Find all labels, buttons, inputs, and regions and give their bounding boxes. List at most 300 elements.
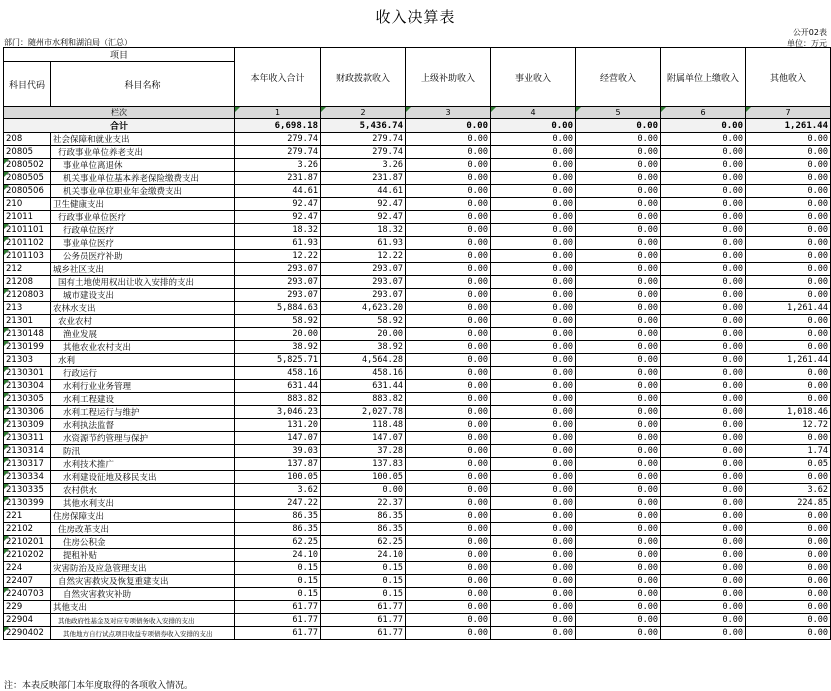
amount-cell: 0.00 <box>746 237 831 250</box>
amount-cell: 0.00 <box>576 276 661 289</box>
amount-cell: 0.00 <box>576 445 661 458</box>
unit-label: 单位：万元 <box>787 39 827 48</box>
department-label: 部门：随州市水利和湖泊局（汇总） <box>4 38 132 47</box>
amount-cell: 24.10 <box>235 549 321 562</box>
amount-cell: 0.00 <box>746 562 831 575</box>
seq-number: 6 <box>661 107 746 119</box>
table-row <box>4 211 831 224</box>
amount-cell: 0.00 <box>576 211 661 224</box>
amount-cell: 3.26 <box>321 159 406 172</box>
amount-cell: 0.00 <box>661 601 746 614</box>
amount-cell: 0.00 <box>576 458 661 471</box>
amount-cell: 0.00 <box>661 588 746 601</box>
amount-cell: 61.77 <box>235 627 321 640</box>
income-table <box>3 47 831 640</box>
amount-cell: 0.00 <box>491 276 576 289</box>
amount-cell: 0.00 <box>321 484 406 497</box>
subject-name: 水利技术推广 <box>51 458 235 471</box>
amount-cell: 0.00 <box>406 172 491 185</box>
amount-cell: 247.22 <box>235 497 321 510</box>
amount-cell: 0.00 <box>406 536 491 549</box>
table-row <box>4 250 831 263</box>
total-value: 0.00 <box>576 119 661 133</box>
amount-cell: 22.37 <box>321 497 406 510</box>
amount-cell: 0.00 <box>491 510 576 523</box>
amount-cell: 0.00 <box>661 536 746 549</box>
amount-cell: 92.47 <box>321 211 406 224</box>
amount-cell: 0.15 <box>235 562 321 575</box>
footnote: 注：本表反映部门本年度取得的各项收入情况。 <box>4 681 194 691</box>
amount-cell: 0.00 <box>491 393 576 406</box>
table-row <box>4 380 831 393</box>
amount-cell: 0.00 <box>491 198 576 211</box>
amount-cell: 0.00 <box>406 614 491 627</box>
amount-cell: 0.00 <box>746 627 831 640</box>
amount-cell: 0.00 <box>576 510 661 523</box>
subject-name: 农村供水 <box>51 484 235 497</box>
amount-cell: 0.00 <box>576 601 661 614</box>
amount-cell: 0.00 <box>491 562 576 575</box>
amount-cell: 631.44 <box>235 380 321 393</box>
amount-cell: 0.00 <box>406 146 491 159</box>
total-value: 0.00 <box>406 119 491 133</box>
amount-cell: 0.00 <box>661 302 746 315</box>
amount-cell: 0.00 <box>406 575 491 588</box>
amount-cell: 0.00 <box>406 302 491 315</box>
subject-code: 2130309 <box>4 419 51 432</box>
subject-name: 事业单位医疗 <box>51 237 235 250</box>
table-row <box>4 133 831 146</box>
total-value: 0.00 <box>661 119 746 133</box>
subject-code: 2130314 <box>4 445 51 458</box>
amount-cell: 0.00 <box>406 588 491 601</box>
col-header-fiscal: 财政拨款收入 <box>321 48 406 107</box>
total-label: 合计 <box>4 119 235 133</box>
amount-cell: 0.00 <box>491 575 576 588</box>
amount-cell: 0.00 <box>661 341 746 354</box>
amount-cell: 0.00 <box>576 562 661 575</box>
amount-cell: 0.00 <box>746 185 831 198</box>
amount-cell: 0.00 <box>406 601 491 614</box>
subject-code: 2130301 <box>4 367 51 380</box>
amount-cell: 0.00 <box>406 484 491 497</box>
amount-cell: 3.26 <box>235 159 321 172</box>
amount-cell: 0.00 <box>406 224 491 237</box>
amount-cell: 0.00 <box>491 588 576 601</box>
amount-cell: 0.00 <box>746 367 831 380</box>
amount-cell: 0.00 <box>576 419 661 432</box>
amount-cell: 0.00 <box>576 354 661 367</box>
amount-cell: 12.22 <box>321 250 406 263</box>
amount-cell: 0.00 <box>746 341 831 354</box>
amount-cell: 0.00 <box>576 523 661 536</box>
amount-cell: 0.00 <box>491 601 576 614</box>
subject-name: 住房改革支出 <box>51 523 235 536</box>
subject-name: 农业农村 <box>51 315 235 328</box>
subject-code: 210 <box>4 198 51 211</box>
table-row <box>4 575 831 588</box>
amount-cell: 61.77 <box>235 601 321 614</box>
col-header-business: 事业收入 <box>491 48 576 107</box>
amount-cell: 0.00 <box>406 263 491 276</box>
amount-cell: 1,261.44 <box>746 354 831 367</box>
form-number: 公开02表 <box>792 28 827 37</box>
amount-cell: 0.00 <box>491 354 576 367</box>
subject-code: 21301 <box>4 315 51 328</box>
amount-cell: 37.28 <box>321 445 406 458</box>
amount-cell: 3.62 <box>235 484 321 497</box>
amount-cell: 631.44 <box>321 380 406 393</box>
col-header-affiliated: 附属单位上缴收入 <box>661 48 746 107</box>
amount-cell: 18.32 <box>321 224 406 237</box>
table-row <box>4 445 831 458</box>
subject-code: 229 <box>4 601 51 614</box>
subject-code: 2080506 <box>4 185 51 198</box>
amount-cell: 0.00 <box>576 224 661 237</box>
amount-cell: 20.00 <box>321 328 406 341</box>
amount-cell: 0.00 <box>746 328 831 341</box>
amount-cell: 0.00 <box>406 497 491 510</box>
amount-cell: 0.00 <box>406 198 491 211</box>
subject-code: 2080505 <box>4 172 51 185</box>
amount-cell: 61.93 <box>321 237 406 250</box>
amount-cell: 0.00 <box>491 614 576 627</box>
table-row <box>4 432 831 445</box>
amount-cell: 0.00 <box>491 367 576 380</box>
amount-cell: 0.00 <box>746 432 831 445</box>
subject-code: 21011 <box>4 211 51 224</box>
amount-cell: 0.00 <box>406 549 491 562</box>
subject-name: 其他支出 <box>51 601 235 614</box>
subject-name: 行政事业单位养老支出 <box>51 146 235 159</box>
subject-code: 2130199 <box>4 341 51 354</box>
amount-cell: 0.15 <box>321 588 406 601</box>
table-row <box>4 302 831 315</box>
subject-name: 水利建设征地及移民支出 <box>51 471 235 484</box>
amount-cell: 39.03 <box>235 445 321 458</box>
amount-cell: 0.00 <box>491 315 576 328</box>
seq-number: 4 <box>491 107 576 119</box>
amount-cell: 0.00 <box>746 263 831 276</box>
amount-cell: 38.92 <box>235 341 321 354</box>
amount-cell: 0.00 <box>576 328 661 341</box>
amount-cell: 100.05 <box>235 471 321 484</box>
amount-cell: 0.00 <box>491 302 576 315</box>
amount-cell: 293.07 <box>321 263 406 276</box>
table-row <box>4 458 831 471</box>
amount-cell: 0.00 <box>576 315 661 328</box>
amount-cell: 883.82 <box>321 393 406 406</box>
subject-code: 2290402 <box>4 627 51 640</box>
amount-cell: 0.00 <box>491 627 576 640</box>
amount-cell: 231.87 <box>235 172 321 185</box>
amount-cell: 0.00 <box>406 211 491 224</box>
amount-cell: 4,564.28 <box>321 354 406 367</box>
amount-cell: 0.15 <box>321 575 406 588</box>
amount-cell: 279.74 <box>235 146 321 159</box>
table-row <box>4 185 831 198</box>
amount-cell: 0.00 <box>406 406 491 419</box>
amount-cell: 0.00 <box>406 341 491 354</box>
amount-cell: 0.00 <box>406 133 491 146</box>
amount-cell: 0.00 <box>406 289 491 302</box>
amount-cell: 0.00 <box>491 536 576 549</box>
amount-cell: 0.00 <box>661 471 746 484</box>
subject-code: 2101102 <box>4 237 51 250</box>
amount-cell: 293.07 <box>235 263 321 276</box>
amount-cell: 61.77 <box>321 627 406 640</box>
amount-cell: 0.00 <box>491 458 576 471</box>
amount-cell: 0.00 <box>491 211 576 224</box>
table-row <box>4 354 831 367</box>
amount-cell: 0.00 <box>661 237 746 250</box>
table-row <box>4 315 831 328</box>
amount-cell: 0.00 <box>576 159 661 172</box>
amount-cell: 0.00 <box>491 484 576 497</box>
col-header-total: 本年收入合计 <box>235 48 321 107</box>
subject-name: 水利执法监督 <box>51 419 235 432</box>
subject-code: 2130304 <box>4 380 51 393</box>
table-row <box>4 159 831 172</box>
amount-cell: 0.00 <box>661 419 746 432</box>
amount-cell: 0.00 <box>406 445 491 458</box>
amount-cell: 0.00 <box>406 432 491 445</box>
amount-cell: 0.00 <box>576 549 661 562</box>
amount-cell: 0.00 <box>406 562 491 575</box>
subject-name: 自然灾害救灾及恢复重建支出 <box>51 575 235 588</box>
amount-cell: 0.00 <box>491 406 576 419</box>
total-value: 0.00 <box>491 119 576 133</box>
amount-cell: 3,046.23 <box>235 406 321 419</box>
amount-cell: 0.00 <box>576 133 661 146</box>
amount-cell: 61.77 <box>321 614 406 627</box>
amount-cell: 0.00 <box>491 159 576 172</box>
subject-name: 住房公积金 <box>51 536 235 549</box>
amount-cell: 0.00 <box>406 523 491 536</box>
amount-cell: 0.00 <box>406 276 491 289</box>
amount-cell: 293.07 <box>321 276 406 289</box>
total-value: 5,436.74 <box>321 119 406 133</box>
amount-cell: 0.00 <box>491 445 576 458</box>
seq-label: 栏次 <box>4 107 235 119</box>
amount-cell: 0.00 <box>491 497 576 510</box>
amount-cell: 137.83 <box>321 458 406 471</box>
amount-cell: 0.00 <box>661 523 746 536</box>
amount-cell: 0.00 <box>661 328 746 341</box>
subject-code: 2101103 <box>4 250 51 263</box>
subject-code: 2210202 <box>4 549 51 562</box>
amount-cell: 0.00 <box>746 172 831 185</box>
amount-cell: 0.00 <box>661 497 746 510</box>
amount-cell: 0.00 <box>491 224 576 237</box>
amount-cell: 0.00 <box>576 614 661 627</box>
amount-cell: 0.00 <box>746 471 831 484</box>
seq-number: 5 <box>576 107 661 119</box>
subject-name: 行政单位医疗 <box>51 224 235 237</box>
table-row <box>4 562 831 575</box>
table-row <box>4 367 831 380</box>
amount-cell: 0.00 <box>576 341 661 354</box>
table-row <box>4 549 831 562</box>
subject-code: 2210201 <box>4 536 51 549</box>
subject-name: 公务员医疗补助 <box>51 250 235 263</box>
amount-cell: 0.00 <box>576 198 661 211</box>
amount-cell: 0.00 <box>491 289 576 302</box>
amount-cell: 0.00 <box>576 627 661 640</box>
amount-cell: 137.87 <box>235 458 321 471</box>
amount-cell: 0.00 <box>661 250 746 263</box>
subject-code: 22102 <box>4 523 51 536</box>
table-row <box>4 471 831 484</box>
amount-cell: 0.00 <box>746 159 831 172</box>
seq-number: 1 <box>235 107 321 119</box>
amount-cell: 0.00 <box>576 302 661 315</box>
subject-name: 城乡社区支出 <box>51 263 235 276</box>
subject-code: 224 <box>4 562 51 575</box>
amount-cell: 18.32 <box>235 224 321 237</box>
item-header: 项目 <box>4 48 235 62</box>
subject-name: 事业单位离退休 <box>51 159 235 172</box>
table-row <box>4 523 831 536</box>
amount-cell: 0.00 <box>661 445 746 458</box>
subject-name: 行政运行 <box>51 367 235 380</box>
subject-code: 22904 <box>4 614 51 627</box>
amount-cell: 147.07 <box>321 432 406 445</box>
amount-cell: 0.00 <box>576 263 661 276</box>
amount-cell: 0.00 <box>491 172 576 185</box>
table-row <box>4 393 831 406</box>
subject-code: 22407 <box>4 575 51 588</box>
amount-cell: 0.00 <box>576 497 661 510</box>
amount-cell: 0.00 <box>661 289 746 302</box>
subject-name: 其他地方自行试点项目收益专项债券收入安排的支出 <box>51 627 235 640</box>
amount-cell: 458.16 <box>235 367 321 380</box>
subject-name: 农林水支出 <box>51 302 235 315</box>
amount-cell: 0.15 <box>235 588 321 601</box>
subject-code: 2130311 <box>4 432 51 445</box>
subject-name: 渔业发展 <box>51 328 235 341</box>
subject-name: 机关事业单位职业年金缴费支出 <box>51 185 235 198</box>
amount-cell: 0.00 <box>406 627 491 640</box>
amount-cell: 58.92 <box>235 315 321 328</box>
amount-cell: 0.00 <box>661 133 746 146</box>
amount-cell: 0.00 <box>576 237 661 250</box>
amount-cell: 0.00 <box>746 250 831 263</box>
amount-cell: 0.00 <box>576 484 661 497</box>
table-row <box>4 406 831 419</box>
amount-cell: 2,027.78 <box>321 406 406 419</box>
amount-cell: 61.77 <box>235 614 321 627</box>
subject-code: 2130305 <box>4 393 51 406</box>
amount-cell: 24.10 <box>321 549 406 562</box>
amount-cell: 0.00 <box>746 198 831 211</box>
amount-cell: 0.00 <box>576 380 661 393</box>
amount-cell: 0.00 <box>406 419 491 432</box>
amount-cell: 0.00 <box>491 133 576 146</box>
subject-name: 防汛 <box>51 445 235 458</box>
amount-cell: 0.00 <box>661 211 746 224</box>
amount-cell: 0.00 <box>661 380 746 393</box>
amount-cell: 0.00 <box>406 237 491 250</box>
amount-cell: 0.00 <box>661 315 746 328</box>
amount-cell: 1,261.44 <box>746 302 831 315</box>
amount-cell: 0.00 <box>491 237 576 250</box>
table-row <box>4 276 831 289</box>
subject-code: 21303 <box>4 354 51 367</box>
amount-cell: 92.47 <box>235 198 321 211</box>
amount-cell: 0.00 <box>746 380 831 393</box>
amount-cell: 0.00 <box>491 523 576 536</box>
amount-cell: 0.00 <box>491 263 576 276</box>
amount-cell: 0.00 <box>406 354 491 367</box>
subject-name: 其他农业农村支出 <box>51 341 235 354</box>
amount-cell: 0.00 <box>491 432 576 445</box>
amount-cell: 0.00 <box>406 393 491 406</box>
amount-cell: 92.47 <box>321 198 406 211</box>
amount-cell: 0.00 <box>661 510 746 523</box>
amount-cell: 4,623.20 <box>321 302 406 315</box>
amount-cell: 0.00 <box>491 380 576 393</box>
amount-cell: 0.00 <box>576 588 661 601</box>
col-header-superior-subsidy: 上级补助收入 <box>406 48 491 107</box>
amount-cell: 883.82 <box>235 393 321 406</box>
subject-name: 其他水利支出 <box>51 497 235 510</box>
amount-cell: 0.00 <box>746 289 831 302</box>
table-body <box>4 133 831 640</box>
amount-cell: 0.00 <box>746 523 831 536</box>
seq-number: 2 <box>321 107 406 119</box>
subject-name: 水利 <box>51 354 235 367</box>
amount-cell: 5,825.71 <box>235 354 321 367</box>
subject-name: 社会保障和就业支出 <box>51 133 235 146</box>
amount-cell: 0.00 <box>661 276 746 289</box>
name-header: 科目名称 <box>51 62 235 107</box>
table-row <box>4 224 831 237</box>
amount-cell: 0.00 <box>746 510 831 523</box>
subject-code: 2120803 <box>4 289 51 302</box>
amount-cell: 0.00 <box>491 419 576 432</box>
table-row <box>4 289 831 302</box>
amount-cell: 0.00 <box>491 146 576 159</box>
amount-cell: 61.93 <box>235 237 321 250</box>
table-row <box>4 497 831 510</box>
amount-cell: 86.35 <box>321 510 406 523</box>
amount-cell: 293.07 <box>321 289 406 302</box>
subject-code: 213 <box>4 302 51 315</box>
amount-cell: 44.61 <box>235 185 321 198</box>
amount-cell: 0.00 <box>746 315 831 328</box>
amount-cell: 92.47 <box>235 211 321 224</box>
amount-cell: 0.00 <box>661 614 746 627</box>
amount-cell: 0.00 <box>576 146 661 159</box>
amount-cell: 0.00 <box>576 575 661 588</box>
amount-cell: 0.00 <box>661 484 746 497</box>
amount-cell: 0.00 <box>576 172 661 185</box>
amount-cell: 5,884.63 <box>235 302 321 315</box>
amount-cell: 0.00 <box>491 549 576 562</box>
subject-name: 卫生健康支出 <box>51 198 235 211</box>
total-value: 1,261.44 <box>746 119 831 133</box>
amount-cell: 0.00 <box>406 315 491 328</box>
amount-cell: 0.00 <box>746 536 831 549</box>
subject-code: 21208 <box>4 276 51 289</box>
amount-cell: 1,018.46 <box>746 406 831 419</box>
amount-cell: 0.00 <box>746 614 831 627</box>
table-row <box>4 419 831 432</box>
amount-cell: 0.00 <box>746 393 831 406</box>
subject-code: 2130148 <box>4 328 51 341</box>
amount-cell: 0.00 <box>576 393 661 406</box>
